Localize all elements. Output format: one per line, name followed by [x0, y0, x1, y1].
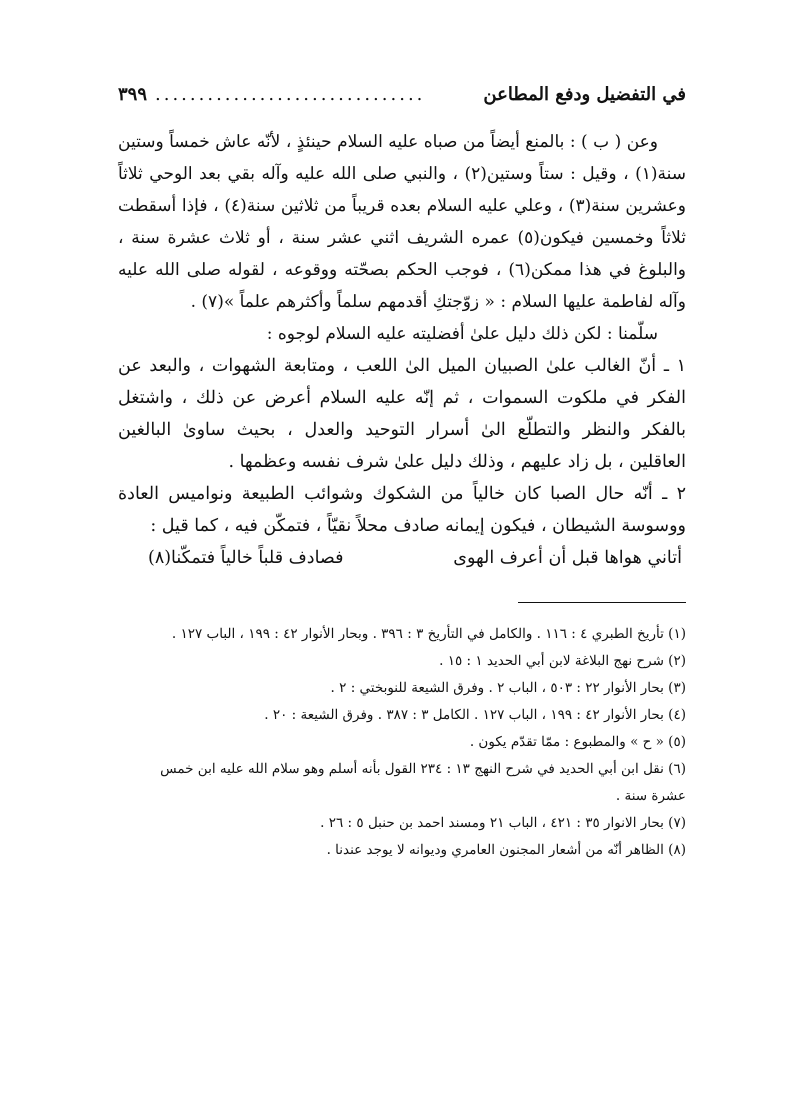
footnote-3: (٣) بحار الأنوار ٢٢ : ٥٠٣ ، الباب ٢ . وفرق الشيعة للنوبختي : ٢ .: [330, 680, 686, 696]
paragraph-point-1: ١ ـ أنّ الغالب علىٰ الصبيان الميل الىٰ اللعب ، ومتابعة الشهوات ، والبعد عن الفكر في ملكوت السموات ، ثم إنّه عليه السلام أعرض عن ذلك ، واشتغل بالفكر والنظر والتطلّع الىٰ أسرار التوحيد والعدل ، بحيث ساوىٰ البالغين العاقلين ، بل زاد عليهم ، وذلك دليل علىٰ شرف نفسه وعظمها .: [118, 356, 686, 472]
header-title: في التفضيل ودفع المطاعن: [483, 84, 686, 105]
footnote-4: (٤) بحار الأنوار ٤٢ : ١٩٩ ، الباب ١٢٧ . الكامل ٣ : ٣٨٧ . وفرق الشيعة : ٢٠ .: [264, 707, 686, 723]
footnote-8: (٨) الظاهر أنّه من أشعار المجنون العامري وديوانه لا يوجد عندنا .: [326, 842, 686, 858]
footnote-1: (١) تأريخ الطبري ٤ : ١١٦ . والكامل في التأريخ ٣ : ٣٩٦ . وبحار الأنوار ٤٢ : ١٩٩ ، الباب ١٢٧ .: [171, 626, 686, 642]
running-header: [118, 84, 686, 120]
paragraph-reply-b: وعن ( ب ) : بالمنع أيضاً من صباه عليه السلام حينئذٍ ، لأنّه عاش خمساً وستين سنة(١) ، وقيل : ستاً وستين(٢) ، والنبي صلى الله عليه وآله بقي بعد الوحي ثلاثاً وعشرين سنة(٣) ، وعلي عليه السلام بعده قريباً من ثلاثين سنة(٤) ، فإذا أسقطت ثلاثاً وخمسين فيكون(٥) عمره الشريف اثني عشر سنة ، أو ثلاث عشرة سنة ، والبلوغ في هذا ممكن(٦) ، فوجب الحكم بصحّته ووقوعه ، لقوله صلى الله عليه وآله لفاطمة عليها السلام : « زوّجتكِ أقدمهم سلماً وأكثرهم علماً »(٧) .: [118, 132, 687, 312]
poetry-verse: [118, 542, 686, 574]
paragraph-concession: سلّمنا : لكن ذلك دليل علىٰ أفضليته عليه السلام لوجوه :: [266, 324, 658, 344]
footnote-7: (٧) بحار الانوار ٣٥ : ٤٢١ ، الباب ٢١ ومسند احمد بن حنبل ٥ : ٢٦ .: [320, 815, 686, 831]
footnotes: [118, 621, 686, 864]
footnote-2: (٢) شرح نهج البلاغة لابن أبي الحديد ١ : ١٥ .: [439, 653, 686, 669]
page-number: ٣٩٩: [118, 84, 148, 105]
book-page: [118, 84, 686, 864]
verse-second-hemistich: فصادف قلباً خالياً فتمكّنا(٨): [148, 548, 344, 568]
footnote-6-continuation: عشرة سنة .: [615, 788, 686, 804]
footnote-5: (٥) « ح » والمطبوع : ممّا تقدّم يكون .: [469, 734, 686, 750]
header-leader-dots: ...............................: [155, 84, 426, 105]
footnote-6: (٦) نقل ابن أبي الحديد في شرح النهج ١٣ : ٢٣٤ القول بأنه أسلم وهو سلام الله عليه ابن خمس: [160, 761, 686, 777]
footnote-separator: [518, 602, 686, 603]
paragraph-point-2: ٢ ـ أنّه حال الصبا كان خالياً من الشكوك وشوائب الطبيعة ونواميس العادة ووسوسة الشيطان ، فيكون إيمانه صادف محلاً نقيّاً ، فتمكّن فيه ، كما قيل :: [118, 484, 686, 536]
verse-first-hemistich: أتاني هواها قبل أن أعرف الهوى: [453, 548, 682, 568]
main-text: [118, 126, 686, 574]
